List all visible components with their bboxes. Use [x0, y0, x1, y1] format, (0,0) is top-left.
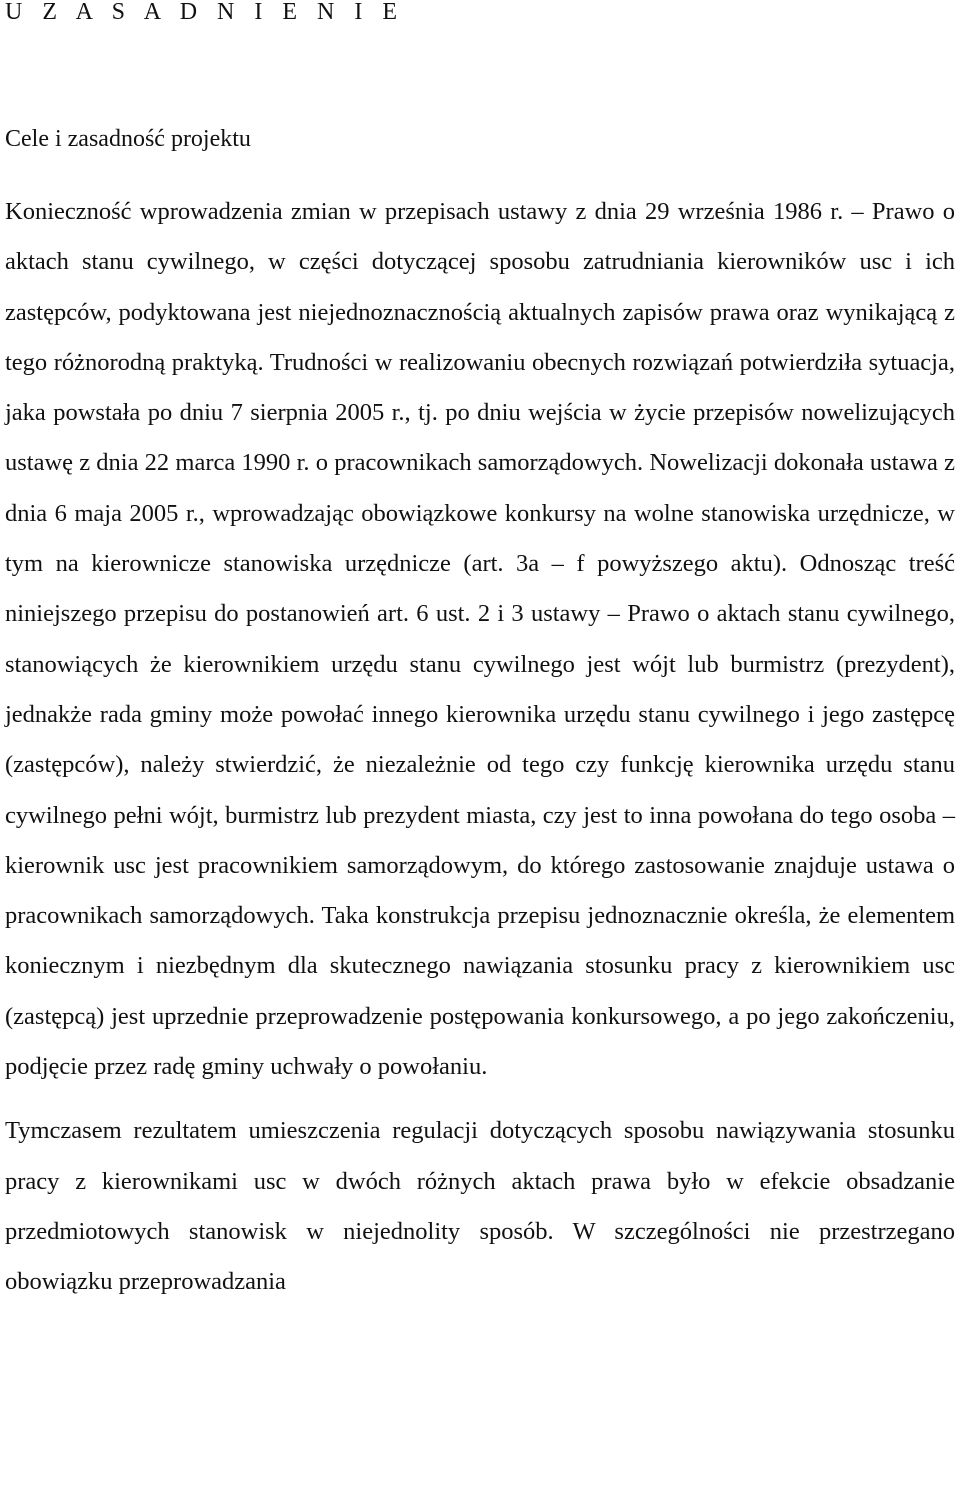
paragraph-1: Konieczność wprowadzenia zmian w przepisach ustawy z dnia 29 września 1986 r. – Prawo o aktach stanu cywilnego, w części dotyczącej sposobu zatrudniania kierowników usc i ich zastępców, podyktowana jest niejednoznacznością aktualnych zapisów prawa oraz wynikającą z tego różnorodną praktyką. Trudności w realizowaniu obecnych rozwiązań potwierdziła sytuacja, jaka powstała po dniu 7 sierpnia 2005 r., tj. po dniu wejścia w życie przepisów nowelizujących ustawę z dnia 22 marca 1990 r. o pracownikach samorządowych. Nowelizacji dokonała ustawa z dnia 6 maja 2005 r., wprowadzając obowiązkowe konkursy na wolne stanowiska urzędnicze, w tym na kierownicze stanowiska urzędnicze (art. 3a – f powyższego aktu). Odnosząc treść niniejszego przepisu do postanowień art. 6 ust. 2 i 3 ustawy – Prawo o aktach stanu cywilnego, stanowiących że kierownikiem urzędu stanu cywilnego jest wójt lub burmistrz (prezydent), jednakże rada gminy może powołać innego kierownika urzędu stanu cywilnego i jego zastępcę (zastępców), należy stwierdzić, że niezależnie od tego czy funkcję kierownika urzędu stanu cywilnego pełni wójt, burmistrz lub prezydent miasta, czy jest to inna powołana do tego osoba – kierownik usc jest pracownikiem samorządowym, do którego zastosowanie znajduje ustawa o pracownikach samorządowych. Taka konstrukcja przepisu jednoznacznie określa, że elementem koniecznym i niezbędnym dla skutecznego nawiązania stosunku pracy z kierownikiem usc (zastępcą) jest uprzednie przeprowadzenie postępowania konkursowego, a po jego zakończeniu, podjęcie przez radę gminy uchwały o powołaniu.	[5, 198, 955, 1081]
document-page	[5, 0, 955, 1308]
document-title: U Z A S A D N I E N I E	[5, 0, 405, 25]
section-heading: Cele i zasadność projektu	[5, 126, 251, 152]
paragraph-2: Tymczasem rezultatem umieszczenia regulacji dotyczących sposobu nawiązywania stosunku pracy z kierownikami usc w dwóch różnych aktach prawa było w efekcie obsadzanie przedmiotowych stanowisk w niejednolity sposób. W szczególności nie przestrzegano obowiązku przeprowadzania	[5, 1117, 955, 1296]
